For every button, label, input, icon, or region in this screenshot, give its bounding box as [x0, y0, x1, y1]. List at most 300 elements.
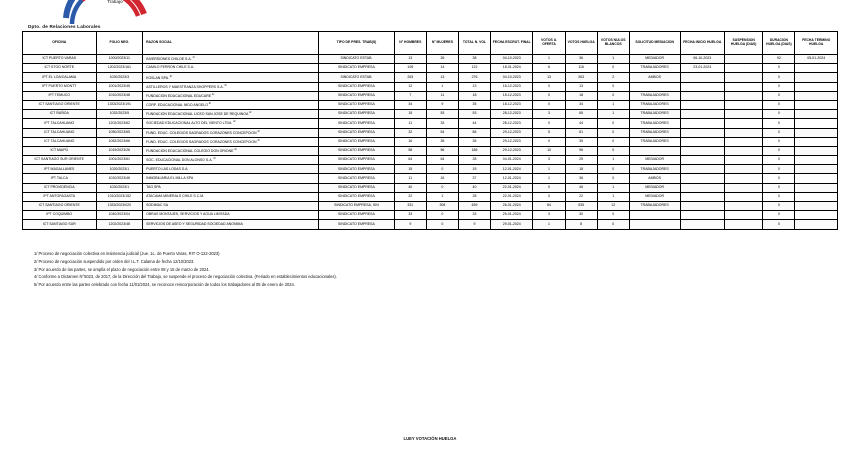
cell-total-n-vol: 9	[458, 220, 490, 229]
cell-oficina: IPT ANTOFAGASTA	[23, 192, 97, 201]
cell-fecha-termino-huelga	[795, 100, 838, 109]
cell-n-mujeres: 0	[426, 220, 458, 229]
cell-suspension-huelga	[725, 211, 763, 220]
razon-social-note-ref: 1/	[191, 55, 195, 60]
col-header-n-mujeres: N° MUJERES	[426, 32, 458, 55]
cell-fecha-escrut-final: 29-01-2024	[491, 220, 533, 229]
cell-solicitud-mediacion: MEDIADOR	[629, 183, 680, 192]
cell-total-n-vol: 276	[458, 73, 490, 82]
cell-oficina: IPT EL LOA/CALAMA	[23, 73, 97, 82]
cell-fecha-inicio-huelga	[680, 146, 725, 155]
cell-n-hombres: 22	[394, 192, 426, 201]
table-row	[23, 100, 838, 109]
cell-total-n-vol: 13	[458, 82, 490, 91]
cell-votos-u-oferta: 0	[533, 119, 565, 128]
cell-votos-huelga: 30	[565, 211, 597, 220]
cell-solicitud-mediacion	[629, 82, 680, 91]
cell-fecha-escrut-final: 26-01-2024	[491, 202, 533, 211]
cell-suspension-huelga	[725, 100, 763, 109]
cell-fecha-inicio-huelga	[680, 110, 725, 119]
cell-n-mujeres: 16	[426, 174, 458, 183]
cell-tipo-repres: SINDICATO EMPRESA	[319, 82, 395, 91]
cell-fecha-termino-huelga	[795, 202, 838, 211]
table-row	[23, 91, 838, 100]
cell-votos-huelga: 22	[565, 192, 597, 201]
footnote-3: 3/ Por acuerdo de las partes, se amplía el plazo de negociación entre 08 y 15 de marzo de 2024.	[34, 266, 210, 272]
cell-razon-social: SOCIEDAD EDUCACIONAL ALTO DEL VIENTO LTDA. $^{4/}$	[143, 119, 319, 128]
cell-votos-nulos-blancos: 1	[597, 55, 629, 64]
cell-votos-huelga: 8	[565, 220, 597, 229]
cell-n-mujeres: 0	[426, 183, 458, 192]
cell-fecha-escrut-final: 25-01-2024	[491, 211, 533, 220]
cell-votos-nulos-blancos: 0	[597, 174, 629, 183]
cell-votos-u-oferta: 1	[533, 220, 565, 229]
cell-solicitud-mediacion: MEDIADOR	[629, 156, 680, 165]
cell-votos-u-oferta: 13	[533, 73, 565, 82]
cell-votos-u-oferta: 6	[533, 64, 565, 73]
cell-votos-u-oferta: 3	[533, 110, 565, 119]
cell-duracion-huelga: 0	[763, 174, 795, 183]
cell-n-mujeres: 308	[426, 202, 458, 211]
cell-solicitud-mediacion: MEDIADOR	[629, 55, 680, 64]
cell-n-mujeres: 35	[426, 137, 458, 146]
col-header-suspension-huelga: SUSPENSION HUELGA (DIAS)	[725, 32, 763, 55]
cell-fecha-termino-huelga	[795, 156, 838, 165]
cell-total-n-vol: 33	[458, 211, 490, 220]
cell-duracion-huelga: 0	[763, 110, 795, 119]
cell-votos-huelga: 18	[565, 165, 597, 174]
cell-fecha-escrut-final: 29-12-2023	[491, 146, 533, 155]
razon-social-note-ref: 2/	[169, 73, 173, 78]
cell-duracion-huelga: 0	[763, 128, 795, 137]
cell-duracion-huelga: 0	[763, 91, 795, 100]
table-row	[23, 183, 838, 192]
cell-votos-nulos-blancos: 0	[597, 211, 629, 220]
cell-fecha-escrut-final: 22-01-2024	[491, 192, 533, 201]
razon-social-note-ref: 4/	[232, 119, 236, 124]
cell-tipo-repres: SINDICATO ESTAB.	[319, 73, 395, 82]
cell-fecha-termino-huelga	[795, 137, 838, 146]
cell-oficina: IPT MAGALLANES	[23, 165, 97, 174]
cell-razon-social: CAMILO FERRON CHILE S.A.	[143, 64, 319, 73]
cell-suspension-huelga	[725, 174, 763, 183]
cell-votos-nulos-blancos: 0	[597, 91, 629, 100]
cell-n-hombres: 32	[394, 128, 426, 137]
cell-n-mujeres: 0	[426, 211, 458, 220]
table-body	[23, 55, 838, 230]
cell-votos-nulos-blancos: 1	[597, 183, 629, 192]
col-header-oficina: OFICINA	[23, 32, 97, 55]
cell-suspension-huelga	[725, 119, 763, 128]
cell-votos-u-oferta: 0	[533, 91, 565, 100]
cell-fecha-termino-huelga	[795, 220, 838, 229]
cell-fecha-termino-huelga	[795, 211, 838, 220]
cell-votos-huelga: 535	[565, 202, 597, 211]
cell-duracion-huelga: 0	[763, 211, 795, 220]
cell-votos-u-oferta: 0	[533, 192, 565, 201]
cell-n-hombres: 9	[394, 220, 426, 229]
col-header-total-vol: TOTAL N. VOL	[458, 32, 490, 55]
cell-n-hombres: 58	[394, 146, 426, 155]
cell-fecha-termino-huelga	[795, 82, 838, 91]
cell-oficina: IPT TEMUCO	[23, 91, 97, 100]
cell-n-hombres: 7	[394, 91, 426, 100]
cell-solicitud-mediacion: TRABAJADORES	[629, 119, 680, 128]
cell-solicitud-mediacion: TRABAJADORES	[629, 64, 680, 73]
cell-duracion-huelga: 0	[763, 73, 795, 82]
cell-fecha-escrut-final: 18-01-2024	[491, 64, 533, 73]
cell-oficina: IPT COQUIMBO	[23, 211, 97, 220]
cell-tipo-repres: SINDICATO EMPRESA	[319, 100, 395, 109]
cell-tipo-repres: SINDICATO EMPRESA	[319, 146, 395, 155]
cell-total-n-vol: 38	[458, 55, 490, 64]
cell-oficina: ICT TALCAHUANO	[23, 137, 97, 146]
cell-votos-u-oferta: 3	[533, 156, 565, 165]
cell-votos-u-oferta: 10	[533, 146, 565, 155]
cell-suspension-huelga	[725, 192, 763, 201]
cell-fecha-inicio-huelga	[680, 156, 725, 165]
cell-fecha-inicio-huelga	[680, 183, 725, 192]
cell-razon-social: KOSLAN SPA. $^{2/}$	[143, 73, 319, 82]
cell-tipo-repres: SINDICATO EMPRESA	[319, 183, 395, 192]
cell-tipo-repres: SINDICATO EMPRESA	[319, 64, 395, 73]
table-row	[23, 73, 838, 82]
cell-votos-nulos-blancos: 0	[597, 64, 629, 73]
table-row	[23, 110, 838, 119]
cell-suspension-huelga	[725, 146, 763, 155]
cell-oficina: ICT SANTIAGO ORIENTE	[23, 100, 97, 109]
table-row	[23, 119, 838, 128]
cell-razon-social: SOC. EDUCACIONAL DON ALONSO S.A. $^{4/}$	[143, 156, 319, 165]
cell-n-hombres: 33	[394, 211, 426, 220]
razon-social-note-ref: 4/	[256, 137, 260, 142]
cell-suspension-huelga	[725, 156, 763, 165]
cell-votos-nulos-blancos: 0	[597, 165, 629, 174]
cell-votos-huelga: 81	[565, 128, 597, 137]
cell-razon-social: CORP. EDUCACIONAL NIDO ANGELO $^{4/}$	[143, 100, 319, 109]
cell-fecha-inicio-huelga	[680, 128, 725, 137]
cell-votos-u-oferta: 1	[533, 174, 565, 183]
razon-social-note-ref: 4/	[248, 110, 252, 115]
table-header	[23, 32, 838, 55]
cell-n-mujeres: 9	[426, 100, 458, 109]
table-row	[23, 192, 838, 201]
cell-oficina: ICT MAIPÚ	[23, 146, 97, 155]
table-row	[23, 146, 838, 155]
logo-line2: Trabajo	[107, 0, 123, 4]
cell-solicitud-mediacion: AMBOS	[629, 73, 680, 82]
col-header-fecha-termino-huelga: FECHA TERMINO HUELGA	[795, 32, 838, 55]
cell-folio: 1019/2023/26	[96, 146, 143, 155]
cell-suspension-huelga	[725, 183, 763, 192]
cell-razon-social: TAG SPA	[143, 183, 319, 192]
cell-votos-huelga: 13	[565, 82, 597, 91]
cell-votos-huelga: 44	[565, 119, 597, 128]
footer-caption: LUEY VOTACIÓN HUELGA	[403, 436, 457, 441]
cell-votos-nulos-blancos: 0	[597, 82, 629, 91]
footnote-1: 1/ Proceso de negociación colectiva en insistencia judicial (Jue. 1L. de Puerto Varas, RIT O-122-2023)	[34, 251, 220, 256]
cell-solicitud-mediacion: MEDIADOR	[629, 192, 680, 201]
cell-total-n-vol: 37	[458, 174, 490, 183]
razon-social-note-ref: 4/	[233, 147, 237, 152]
cell-fecha-escrut-final: 29-12-2023	[491, 128, 533, 137]
cell-total-n-vol: 44	[458, 119, 490, 128]
cell-n-mujeres: 1	[426, 192, 458, 201]
cell-votos-nulos-blancos: 1	[597, 100, 629, 109]
cell-n-hombres: 40	[394, 183, 426, 192]
cell-fecha-inicio-huelga	[680, 202, 725, 211]
cell-n-hombres: 105	[394, 64, 426, 73]
cell-votos-nulos-blancos: 0	[597, 220, 629, 229]
cell-fecha-termino-huelga	[795, 73, 838, 82]
table-row	[23, 202, 838, 211]
cell-fecha-termino-huelga	[795, 91, 838, 100]
cell-solicitud-mediacion: TRABAJADORES	[629, 202, 680, 211]
razon-social-note-ref: 4/	[207, 101, 212, 106]
cell-votos-u-oferta: 0	[533, 100, 565, 109]
cell-n-hombres: 12	[394, 82, 426, 91]
cell-fecha-termino-huelga	[795, 64, 838, 73]
cell-razon-social: FUND. EDUC. COLEGIOS SAGRADOS CORAZONES CONCEPCION $^{4/}$	[143, 128, 319, 137]
cell-tipo-repres: SINDICATO EMPRESA	[319, 174, 395, 183]
cell-fecha-termino-huelga	[795, 183, 838, 192]
cell-tipo-repres: SINDICATO EMPRESA	[319, 110, 395, 119]
cell-fecha-escrut-final: 15-12-2023	[491, 91, 533, 100]
cell-folio: 1040/2023/04	[96, 211, 143, 220]
cell-duracion-huelga: 0	[763, 146, 795, 155]
cell-fecha-inicio-huelga: 23-01-2024	[680, 64, 725, 73]
cell-votos-huelga: 263	[565, 73, 597, 82]
cell-tipo-repres: SINDICATO EMPRESA	[319, 165, 395, 174]
cell-tipo-repres: SINDICATO EMPRESA	[319, 192, 395, 201]
cell-oficina: ICT STGO NORTE	[23, 64, 97, 73]
cell-votos-u-oferta: 0	[533, 183, 565, 192]
table-row	[23, 128, 838, 137]
cell-folio: 1202/2023/62	[96, 119, 143, 128]
cell-total-n-vol: 15	[458, 165, 490, 174]
razon-social-note-ref: 3/	[223, 82, 227, 87]
cell-razon-social: ATACAMA MINERALS CHILE S.C.M.	[143, 192, 319, 201]
cell-fecha-inicio-huelga	[680, 220, 725, 229]
cell-n-hombres: 15	[394, 165, 426, 174]
cell-folio: 1052/2023/66	[96, 137, 143, 146]
cell-folio: 1020/2023/3	[96, 73, 143, 82]
cell-suspension-huelga	[725, 137, 763, 146]
strike-vote-table-container	[22, 31, 838, 230]
col-header-folio: FOLIO NEG.	[96, 32, 143, 55]
cell-n-mujeres: 54	[426, 128, 458, 137]
cell-oficina: ICT SANTIAGO ORIENTE	[23, 202, 97, 211]
cell-razon-social: SERVICIOS DE ASEO Y SEGURIDAD SOCIEDAD ANONIMA	[143, 220, 319, 229]
footnote-4: 4/ Conforme a Dictamen N°5023, de 2017, de la Dirección del Trabajo, se suspende el proceso de negociación colectiva. (Feriado en establecimientos educacionales).	[34, 274, 337, 280]
cell-razon-social: OBRAS MONTAJES, SERVICIOS Y AGUA LIMITADA	[143, 211, 319, 220]
cell-n-mujeres: 26	[426, 55, 458, 64]
cell-votos-nulos-blancos: 1	[597, 192, 629, 201]
cell-oficina: ICT PROVIDENCIA	[23, 183, 97, 192]
table-row	[23, 82, 838, 91]
cell-duracion-huelga: 0	[763, 119, 795, 128]
cell-razon-social: INMOBILIARIA EL MILLA SPA	[143, 174, 319, 183]
cell-razon-social: FUNDACION EDUCACIONAL LICEO SAN JOSE DE REQUINOA $^{4/}$	[143, 110, 319, 119]
cell-oficina: IPT TALCAHUANO	[23, 119, 97, 128]
cell-duracion-huelga: 0	[763, 165, 795, 174]
cell-n-hombres: 11	[394, 174, 426, 183]
cell-fecha-escrut-final: 29-12-2023	[491, 137, 533, 146]
table-header-row	[23, 32, 838, 55]
cell-n-mujeres: 53	[426, 110, 458, 119]
cell-folio: 1333/2023/020	[96, 202, 143, 211]
cell-oficina: ICT ÑUÑOA	[23, 110, 97, 119]
cell-suspension-huelga	[725, 128, 763, 137]
cell-folio: 1202/2023/161	[96, 64, 143, 73]
cell-fecha-inicio-huelga	[680, 174, 725, 183]
cell-oficina: IPT TALCA	[23, 174, 97, 183]
cell-votos-u-oferta: 3	[533, 211, 565, 220]
cell-duracion-huelga: 0	[763, 183, 795, 192]
cell-tipo-repres: SINDICATO EMPRESA	[319, 91, 395, 100]
cell-n-mujeres: 0	[426, 165, 458, 174]
cell-votos-huelga: 34	[565, 100, 597, 109]
cell-fecha-inicio-huelga: 06-10-2023	[680, 55, 725, 64]
cell-fecha-termino-huelga	[795, 174, 838, 183]
cell-fecha-inicio-huelga	[680, 192, 725, 201]
cell-solicitud-mediacion: TRABAJADORES	[629, 137, 680, 146]
razon-social-note-ref: 4/	[256, 128, 260, 133]
col-header-duracion-huelga: DURACION HUELGA (DIAS)	[763, 32, 795, 55]
cell-fecha-termino-huelga: 05-01-2024	[795, 55, 838, 64]
cell-oficina: ICT SANTIAGO SUR	[23, 220, 97, 229]
col-header-fecha-inicio-huelga: FECHA INICIO HUELGA	[680, 32, 725, 55]
department-label: Dpto. de Relaciones Laborales	[28, 24, 101, 29]
cell-n-mujeres: 14	[426, 64, 458, 73]
cell-solicitud-mediacion	[629, 146, 680, 155]
cell-votos-nulos-blancos: 1	[597, 156, 629, 165]
cell-suspension-huelga	[725, 165, 763, 174]
col-header-votos-ultima-oferta: VOTOS U. OFERTA	[533, 32, 565, 55]
cell-folio: 1010/2023/48	[96, 91, 143, 100]
cell-fecha-inicio-huelga	[680, 91, 725, 100]
cell-fecha-termino-huelga	[795, 192, 838, 201]
table-row	[23, 211, 838, 220]
cell-folio: 1010/2023/46	[96, 174, 143, 183]
cell-solicitud-mediacion: TRABAJADORES	[629, 91, 680, 100]
table-row	[23, 165, 838, 174]
cell-votos-huelga: 46	[565, 183, 597, 192]
cell-n-mujeres: 11	[426, 91, 458, 100]
cell-duracion-huelga: 0	[763, 137, 795, 146]
table-row	[23, 64, 838, 73]
cell-solicitud-mediacion: AMBOS	[629, 174, 680, 183]
cell-fecha-termino-huelga	[795, 165, 838, 174]
cell-razon-social: FUNDACION EDUCACIONAL COLEGIO DON ORIONE $^{4/}$	[143, 146, 319, 155]
cell-total-n-vol: 122	[458, 64, 490, 73]
cell-n-mujeres: 64	[426, 156, 458, 165]
cell-votos-u-oferta: 84	[533, 202, 565, 211]
cell-votos-huelga: 36	[565, 174, 597, 183]
razon-social-note-ref: 4/	[211, 91, 215, 96]
cell-fecha-inicio-huelga	[680, 119, 725, 128]
cell-votos-u-oferta: 1	[533, 165, 565, 174]
cell-n-hombres: 16	[394, 137, 426, 146]
cell-n-hombres: 263	[394, 73, 426, 82]
strike-vote-table	[22, 31, 838, 230]
col-header-tipo-representacion: TIPO DE PRES. TRAB(S)	[319, 32, 395, 55]
cell-n-hombres: 34	[394, 100, 426, 109]
cell-fecha-inicio-huelga	[680, 165, 725, 174]
cell-fecha-termino-huelga	[795, 119, 838, 128]
cell-folio: 1001/2023/45	[96, 82, 143, 91]
cell-total-n-vol: 28	[458, 156, 490, 165]
cell-n-hombres: 331	[394, 202, 426, 211]
footnote-5: 5/ Por acuerdo entre las partes celebrado con fecha 11/01/2024, se reconoce reincorporación de todos los trabajadores al 05 de enero de 2024.	[34, 282, 295, 288]
cell-razon-social: INVERSIONES CHILOE S.A. $^{1/}$	[143, 55, 319, 64]
cell-fecha-termino-huelga	[795, 110, 838, 119]
cell-folio: 1333/2023/191	[96, 100, 143, 109]
cell-suspension-huelga	[725, 82, 763, 91]
cell-suspension-huelga	[725, 110, 763, 119]
table-row	[23, 156, 838, 165]
cell-tipo-repres: SINDICATO EMPRESA	[319, 128, 395, 137]
cell-votos-nulos-blancos: 0	[597, 146, 629, 155]
cell-fecha-escrut-final: 22-01-2024	[491, 183, 533, 192]
cell-fecha-escrut-final: 18-12-2023	[491, 100, 533, 109]
cell-votos-nulos-blancos: 2	[597, 73, 629, 82]
cell-votos-huelga: 36	[565, 55, 597, 64]
cell-votos-u-oferta: 1	[533, 55, 565, 64]
cell-n-hombres: 15	[394, 110, 426, 119]
cell-n-hombres: 11	[394, 119, 426, 128]
cell-votos-nulos-blancos: 1	[597, 110, 629, 119]
cell-fecha-termino-huelga	[795, 146, 838, 155]
cell-votos-u-oferta: 0	[533, 82, 565, 91]
cell-suspension-huelga	[725, 64, 763, 73]
cell-votos-u-oferta: 0	[533, 137, 565, 146]
cell-n-mujeres: 56	[426, 146, 458, 155]
table-row	[23, 174, 838, 183]
cell-razon-social: PUERTO LAS LOSAS S.A.	[143, 165, 319, 174]
cell-total-n-vol: 35	[458, 137, 490, 146]
cell-total-n-vol: 18	[458, 91, 490, 100]
cell-folio: 1050/2023/65	[96, 128, 143, 137]
cell-votos-huelga: 116	[565, 64, 597, 73]
cell-tipo-repres: SINDICATO EMPRESA	[319, 211, 395, 220]
cell-duracion-huelga: 0	[763, 220, 795, 229]
cell-oficina: IPT PUERTO MONTT	[23, 82, 97, 91]
col-header-votos-nulos-blancos: VOTOS NULOS BLANCOS	[597, 32, 629, 55]
cell-duracion-huelga: 0	[763, 100, 795, 109]
col-header-n-hombres: N° HOMBRES	[394, 32, 426, 55]
cell-fecha-termino-huelga	[795, 128, 838, 137]
cell-total-n-vol: 86	[458, 128, 490, 137]
cell-oficina: ICT SANTIAGO SUR ORIENTE	[23, 156, 97, 165]
cell-solicitud-mediacion	[629, 220, 680, 229]
cell-n-hombres: 64	[394, 156, 426, 165]
cell-n-hombres: 13	[394, 55, 426, 64]
cell-total-n-vol: 35	[458, 100, 490, 109]
cell-votos-nulos-blancos: 0	[597, 119, 629, 128]
cell-duracion-huelga: 0	[763, 82, 795, 91]
cell-votos-nulos-blancos: 0	[597, 137, 629, 146]
cell-folio: 1020/2023/1	[96, 183, 143, 192]
cell-votos-huelga: 18	[565, 91, 597, 100]
cell-tipo-repres: SINDICATO EMPRESA, SIN	[319, 202, 395, 211]
cell-oficina: ICT PUERTO VARAS	[23, 55, 97, 64]
footnotes	[34, 250, 834, 289]
cell-razon-social: FUNDACION EDUCACIONAL EDUCARE $^{4/}$	[143, 91, 319, 100]
cell-n-mujeres: 13	[426, 73, 458, 82]
cell-folio: 1001/2023/61	[96, 156, 143, 165]
cell-total-n-vol: 53	[458, 110, 490, 119]
